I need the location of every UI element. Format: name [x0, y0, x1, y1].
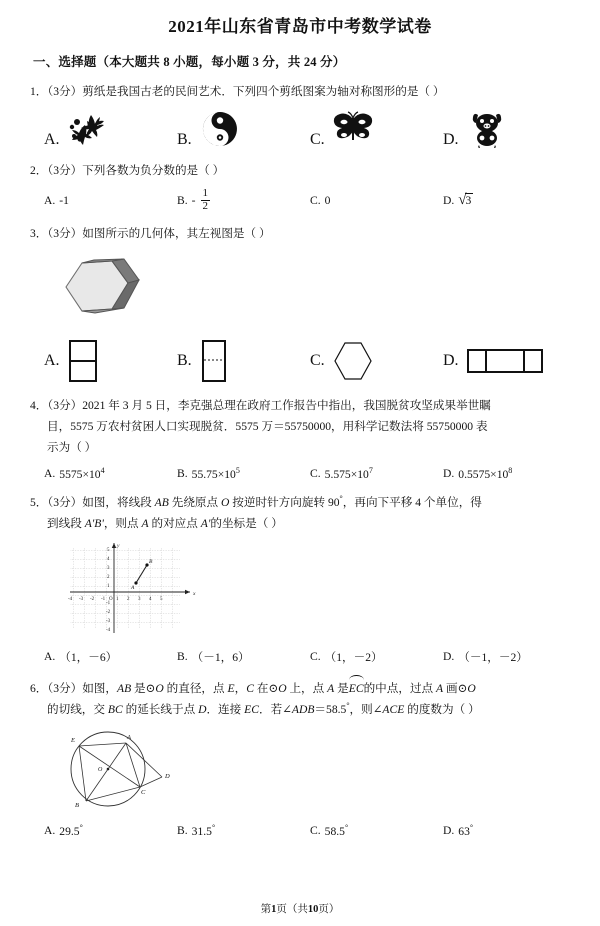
option-6-D[interactable]	[443, 823, 576, 838]
question-3-score: （3分）	[47, 227, 83, 241]
hexagonal-prism-icon	[62, 253, 148, 325]
option-5-A-value: （1，－6）	[59, 650, 118, 664]
option-5-C-label: C.	[310, 650, 321, 664]
question-3-number: 3．	[30, 227, 48, 241]
option-3-D-label: D.	[443, 351, 459, 369]
svg-text:3: 3	[138, 596, 141, 602]
svg-text:A: A	[127, 734, 131, 742]
question-6-options	[44, 823, 579, 838]
option-3-B-label: B.	[177, 351, 192, 369]
option-5-D-value: （－1，－2）	[458, 650, 528, 664]
option-6-C-value: 58.5°	[324, 823, 349, 839]
wide-rect-three-cells-icon	[466, 346, 546, 376]
svg-text:4: 4	[107, 556, 110, 562]
svg-text:1: 1	[107, 583, 110, 589]
option-2-A[interactable]	[44, 188, 177, 212]
question-1-number: 1．	[30, 85, 48, 99]
option-4-A-label: A.	[44, 466, 56, 480]
option-3-D[interactable]	[443, 346, 576, 376]
question-2-options	[44, 188, 579, 212]
rect-split-horizontal-solid-icon	[67, 338, 99, 384]
option-2-D[interactable]	[443, 188, 576, 212]
question-1	[30, 81, 570, 102]
option-4-D-label: D.	[443, 466, 455, 480]
section-heading: 一、选择题（本大题共 8 小题，每小题 3 分，共 24 分）	[33, 55, 346, 70]
hexagon-outline-icon	[332, 339, 374, 383]
option-1-B[interactable]	[177, 109, 310, 149]
question-6-score: （3分）	[47, 681, 83, 695]
question-5-line2: 到线段 A'B'，则点 A 的对应点 A'的坐标是（ ）	[47, 517, 283, 531]
svg-text:3: 3	[107, 565, 110, 571]
svg-text:y: y	[117, 542, 120, 549]
question-6-line2: 的切线，交 BC 的延长线于点 D．连接 EC．若∠ADB＝58.5°，则∠ACE 的度数为（ ）	[47, 701, 480, 716]
option-6-A-value: 29.5°	[59, 823, 83, 839]
svg-text:1: 1	[116, 596, 119, 602]
option-4-C-value: $5.575\times 10^7$	[324, 465, 373, 481]
circle-geometry-icon	[52, 725, 202, 811]
papercut-butterfly-icon	[330, 109, 376, 149]
option-1-B-label: B.	[177, 130, 192, 148]
page-title: 2021年山东省青岛市中考数学试卷	[168, 17, 432, 36]
question-1-text: 剪纸是我国古老的民间艺术．下列四个剪纸图案为轴对称图形的是（ ）	[82, 85, 445, 99]
papercut-pig-icon	[464, 109, 510, 149]
svg-text:-1: -1	[106, 600, 111, 606]
coordinate-grid-icon	[62, 541, 202, 637]
footer-page-number: 1	[271, 904, 277, 915]
option-4-A[interactable]	[44, 466, 177, 481]
option-2-C[interactable]	[310, 188, 443, 212]
radical-sign-icon: √	[458, 191, 467, 208]
question-4-score: （3分）	[47, 398, 83, 412]
option-1-C-label: C.	[310, 130, 325, 148]
svg-text:-2: -2	[90, 596, 95, 602]
option-6-B-value: 31.5°	[191, 823, 216, 839]
question-5-line1: 5．（3分）如图，将线段 AB 先绕原点 O 按逆时针方向旋转 90°，再向下平移 4 个单位，得	[30, 493, 482, 509]
option-3-B[interactable]	[177, 338, 310, 384]
svg-text:-4: -4	[68, 596, 73, 602]
papercut-bird-flower-icon	[65, 109, 111, 149]
svg-text:x: x	[193, 590, 196, 597]
option-5-A-label: A.	[44, 650, 56, 664]
svg-text:5: 5	[107, 547, 110, 553]
footer-mid: 页（共	[276, 904, 308, 915]
svg-text:E: E	[71, 737, 75, 745]
question-1-options	[44, 109, 579, 149]
question-4-line2: 目，5575 万农村贫困人口实现脱贫．5575 万＝55750000，用科学记数法将 55750000 表	[47, 419, 488, 433]
option-2-D-label: D.	[443, 193, 455, 207]
option-5-B-value: （－1，6）	[191, 650, 250, 664]
option-2-C-label: C.	[310, 193, 321, 207]
question-3-figure	[62, 253, 600, 330]
option-6-A[interactable]	[44, 823, 177, 838]
svg-text:5: 5	[160, 596, 163, 602]
option-2-C-value: 0	[324, 193, 331, 207]
option-1-C[interactable]	[310, 109, 443, 149]
fraction-denominator: 2	[202, 199, 209, 212]
footer-suffix: 页）	[318, 904, 340, 915]
question-5-score: （3分）	[47, 495, 83, 509]
svg-text:4: 4	[149, 596, 152, 602]
option-2-B-sign: -	[191, 193, 196, 207]
option-5-B[interactable]	[177, 649, 310, 665]
question-3-options	[44, 338, 579, 384]
option-6-B-label: B.	[177, 824, 188, 838]
svg-text:-3: -3	[106, 618, 111, 624]
option-4-D[interactable]	[443, 466, 576, 481]
option-4-C[interactable]	[310, 466, 443, 481]
option-6-D-value: 63°	[458, 823, 474, 839]
option-1-A-label: A.	[44, 130, 60, 148]
option-5-C[interactable]	[310, 649, 443, 665]
option-3-A-label: A.	[44, 351, 60, 369]
question-5	[30, 492, 570, 535]
svg-text:2: 2	[127, 596, 130, 602]
svg-text:-4: -4	[106, 627, 111, 633]
footer-total-pages: 10	[307, 904, 319, 915]
option-4-A-value: $5575\times 10^4$	[59, 465, 105, 481]
svg-text:B: B	[75, 802, 79, 810]
option-6-D-label: D.	[443, 824, 455, 838]
svg-text:-2: -2	[106, 609, 111, 615]
square-root-three	[458, 193, 473, 208]
option-4-B-value: $55.75\times 10^5$	[191, 465, 240, 481]
option-2-B-label: B.	[177, 193, 188, 207]
option-5-C-value: （1，－2）	[324, 650, 383, 664]
svg-text:O: O	[109, 596, 113, 602]
question-6-figure	[52, 725, 600, 816]
option-4-B[interactable]	[177, 466, 310, 481]
question-4-number: 4．	[30, 398, 48, 412]
option-2-B[interactable]	[177, 188, 310, 212]
option-6-C-label: C.	[310, 824, 321, 838]
svg-text:-1: -1	[101, 596, 106, 602]
fraction-one-half	[201, 188, 211, 212]
question-3-text: 如图所示的几何体，其左视图是（ ）	[82, 227, 271, 241]
question-6-line1: 6．（3分）如图，AB 是⊙O 的直径，点 E，C 在⊙O 上，点 A 是EC的中点，过点 A 画⊙O	[30, 676, 570, 699]
svg-text:C: C	[141, 789, 146, 797]
option-5-B-label: B.	[177, 650, 188, 664]
page-footer	[0, 901, 600, 916]
option-3-A[interactable]	[44, 338, 177, 384]
option-3-C[interactable]	[310, 339, 443, 383]
question-4-line3: 示为（ ）	[47, 441, 97, 455]
question-2	[30, 160, 570, 181]
option-4-D-value: $0.5575\times 10^8$	[458, 465, 513, 481]
option-4-B-label: B.	[177, 466, 188, 480]
svg-text:A: A	[131, 584, 135, 591]
question-4-options	[44, 466, 579, 481]
option-5-D[interactable]	[443, 649, 576, 665]
option-6-C[interactable]	[310, 823, 443, 838]
question-1-score: （3分）	[47, 85, 83, 99]
question-3	[30, 223, 570, 244]
question-2-score: （3分）	[47, 163, 83, 177]
svg-text:D: D	[165, 773, 170, 781]
rect-split-horizontal-dashed-icon	[199, 338, 229, 384]
arc-EC-label: EC	[349, 676, 364, 699]
question-5-figure	[62, 541, 600, 642]
option-6-A-label: A.	[44, 824, 56, 838]
option-1-D-label: D.	[443, 130, 459, 148]
option-1-D[interactable]	[443, 109, 576, 149]
question-4	[30, 395, 570, 459]
exam-page	[0, 16, 600, 926]
option-6-B[interactable]	[177, 823, 310, 838]
option-4-C-label: C.	[310, 466, 321, 480]
radicand-value: 3	[465, 193, 472, 207]
svg-text:B: B	[149, 558, 153, 565]
svg-text:2: 2	[107, 574, 110, 580]
svg-text:-3: -3	[79, 596, 84, 602]
option-3-C-label: C.	[310, 351, 325, 369]
option-5-D-label: D.	[443, 650, 455, 664]
question-4-line1: 4．（3分）2021 年 3 月 5 日，李克强总理在政府工作报告中指出，我国脱贫攻坚成果举世瞩	[30, 398, 491, 412]
option-2-A-label: A.	[44, 193, 56, 207]
question-6-number: 6．	[30, 681, 48, 695]
question-5-options	[44, 649, 579, 665]
question-6	[30, 676, 570, 721]
question-2-text: 下列各数为负分数的是（ ）	[82, 163, 225, 177]
svg-text:O: O	[98, 767, 103, 774]
papercut-yinyang-fish-icon	[197, 109, 243, 149]
footer-prefix: 第	[260, 904, 272, 915]
option-5-A[interactable]	[44, 649, 177, 665]
option-1-A[interactable]	[44, 109, 177, 149]
fraction-numerator: 1	[202, 186, 209, 199]
option-2-A-value: -1	[59, 193, 69, 207]
question-5-number: 5．	[30, 495, 48, 509]
question-2-number: 2．	[30, 163, 48, 177]
